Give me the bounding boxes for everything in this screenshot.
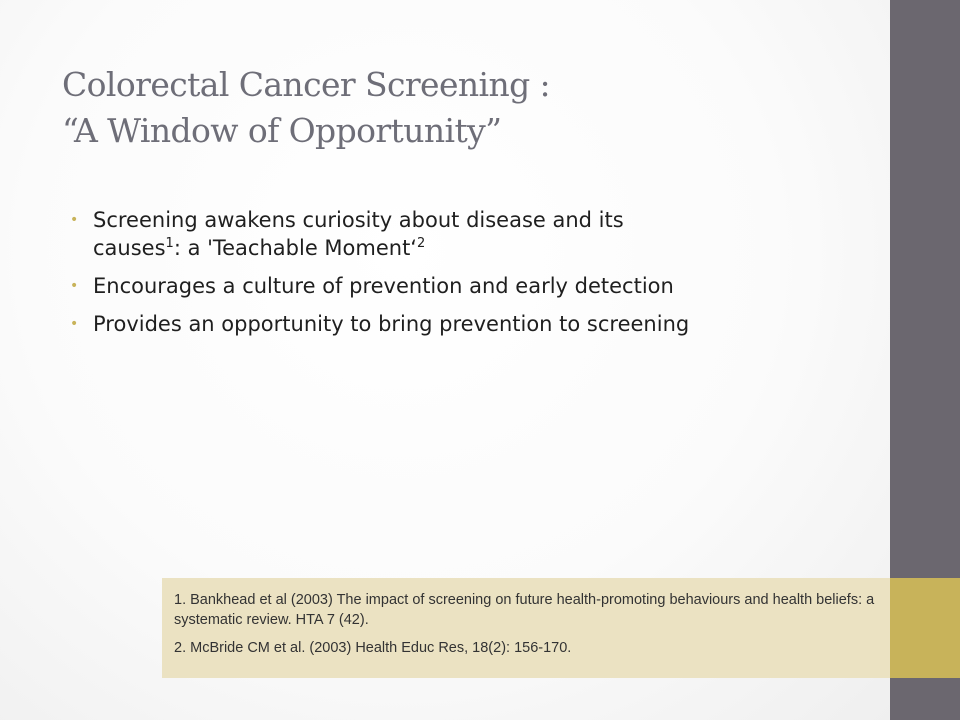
reference-2: 2. McBride CM et al. (2003) Health Educ Res, 18(2): 156-170. bbox=[174, 640, 572, 656]
bullet-item bbox=[70, 206, 870, 262]
sidebar-accent-block bbox=[890, 578, 960, 678]
bullet-item bbox=[70, 272, 870, 300]
bullet-text-teachable: : a 'Teachable Moment‘ bbox=[173, 236, 417, 260]
bullet-text: Encourages a culture of prevention and early detection bbox=[93, 274, 674, 298]
reference-1: 1. Bankhead et al (2003) The impact of screening on future health-promoting behaviours and health beliefs: a systematic review. HTA 7 (42). bbox=[174, 592, 875, 628]
bullet-list bbox=[70, 206, 870, 348]
title-line-2: “A Window of Opportunity” bbox=[62, 111, 502, 150]
bullet-dot-icon: • bbox=[70, 316, 79, 332]
bullet-text-causes: causes bbox=[93, 236, 166, 260]
bullet-text-line2 bbox=[93, 234, 870, 262]
footnote-ref-1: 1 bbox=[165, 236, 174, 251]
bullet-text: Screening awakens curiosity about disease and its bbox=[93, 208, 624, 232]
references-box bbox=[162, 578, 890, 678]
bullet-item bbox=[70, 310, 870, 338]
bullet-text: Provides an opportunity to bring prevention to screening bbox=[93, 312, 690, 336]
slide-title bbox=[62, 62, 862, 154]
bullet-dot-icon: • bbox=[70, 278, 79, 294]
bullet-dot-icon: • bbox=[70, 212, 79, 228]
footnote-ref-2: 2 bbox=[416, 236, 426, 251]
title-line-1: Colorectal Cancer Screening : bbox=[62, 65, 551, 104]
